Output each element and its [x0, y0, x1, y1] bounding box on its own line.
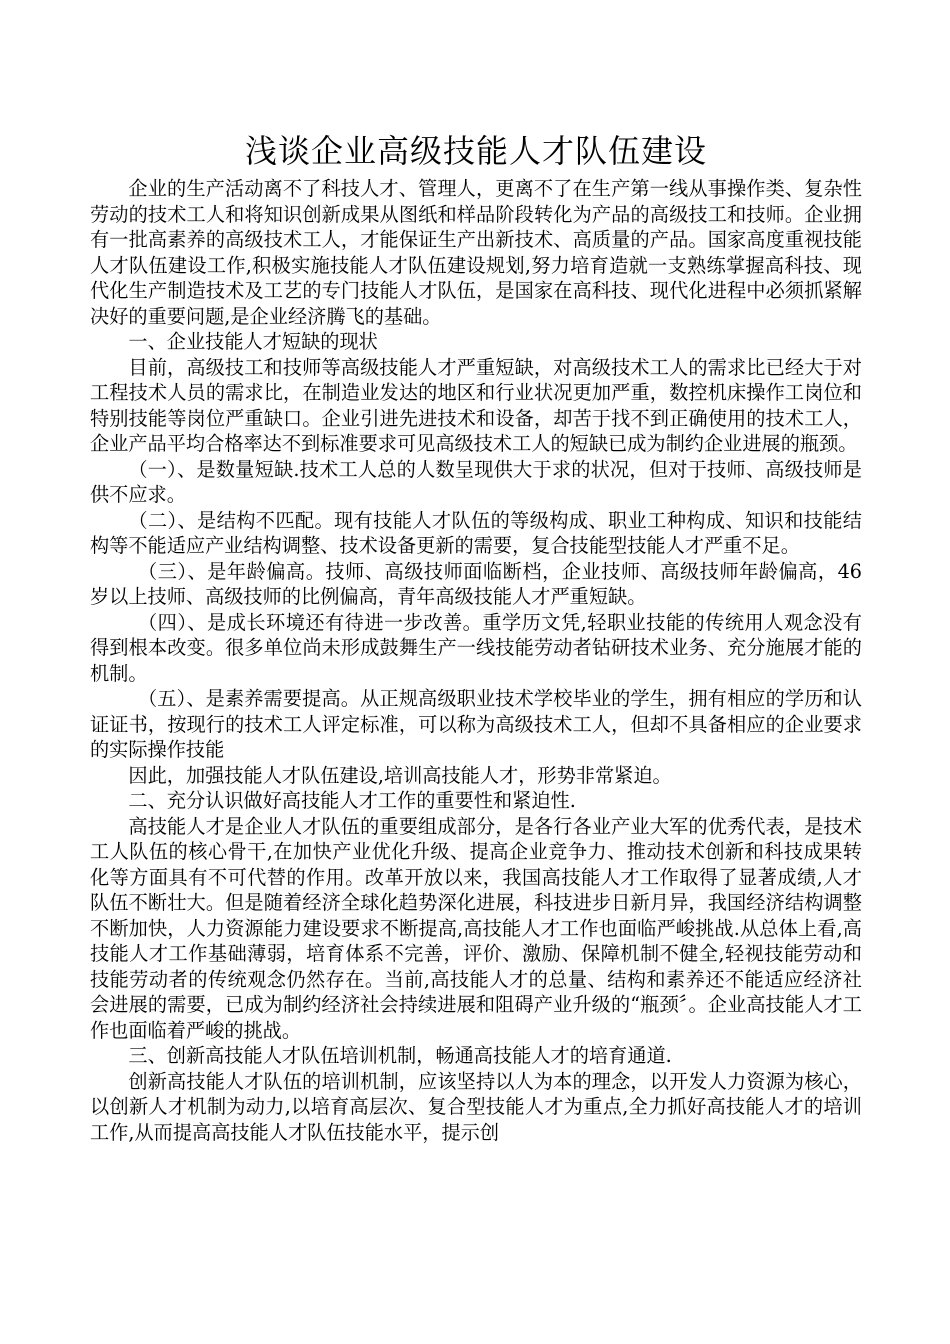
body-paragraph: 高技能人才是企业人才队伍的重要组成部分，是各行各业产业大军的优秀代表，是技术工人队伍的核心骨干,在加快产业优化升级、提高企业竞争力、推动技术创新和科技成果转化等方面具有不可代替的作用。改革开放以来，我国高技能人才工作取得了显著成绩,人才队伍不断壮大。但是随着经济全球化趋势深化进展，科技进步日新月异，我国经济结构调整不断加快，人力资源能力建设要求不断提高,高技能人才工作也面临严峻挑战.从总体上看,高技能人才工作基础薄弱，培育体系不完善，评价、激励、保障机制不健全,轻视技能劳动和技能劳动者的传统观念仍然存在。当前,高技能人才的总量、结构和素养还不能适应经济社会进展的需要，已成为制约经济社会持续进展和阻碍产业升级的“瓶颈〞。企业高技能人才工作也面临着严峻的挑战。	[90, 814, 862, 1042]
list-item-2: （二）、是结构不匹配。现有技能人才队伍的等级构成、职业工种构成、知识和技能结构等不能适应产业结构调整、技术设备更新的需要，复合技能型技能人才严重不足。	[90, 508, 862, 557]
document-title: 浅谈企业高级技能人才队伍建设	[244, 132, 707, 170]
section-heading-3: 三、创新高技能人才队伍培训机制，畅通高技能人才的培育通道.	[128, 1044, 672, 1067]
body-paragraph: 创新高技能人才队伍的培训机制，应该坚持以人为本的理念，以开发人力资源为核心，以创新人才机制为动力,以培育高层次、复合型技能人才为重点,全力抓好高技能人才的培训工作,从而提高高技能人才队伍技能水平，提示创	[90, 1069, 862, 1144]
list-item-1: （一）、是数量短缺.技术工人总的人数呈现供大于求的状况，但对于技师、高级技师是供不应求。	[90, 457, 862, 506]
section-heading-2: 二、充分认识做好高技能人才工作的重要性和紧迫性.	[128, 789, 576, 812]
document-page	[90, 126, 862, 1145]
list-item-3: （三）、是年龄偏高。技师、高级技师面临断档，企业技师、高级技师年龄偏高，46 岁以上技师、高级技师的比例偏高，青年高级技能人才严重短缺。	[90, 559, 862, 608]
section-heading-1: 一、企业技能人才短缺的现状	[128, 330, 378, 353]
body-paragraph: 目前，高级技工和技师等高级技能人才严重短缺，对高级技术工人的需求比已经大于对工程技术人员的需求比，在制造业发达的地区和行业状况更加严重，数控机床操作工岗位和特别技能等岗位严重缺口。企业引进先进技术和设备，却苦于找不到正确使用的技术工人，企业产品平均合格率达不到标准要求可见高级技术工人的短缺已成为制约企业进展的瓶颈。	[90, 355, 862, 455]
list-item-4: （四）、是成长环境还有待进一步改善。重学历文凭,轻职业技能的传统用人观念没有得到根本改变。很多单位尚未形成鼓舞生产一线技能劳动者钻研技术业务、充分施展才能的机制。	[90, 610, 862, 685]
list-item-5: （五）、是素养需要提高。从正规高级职业技术学校毕业的学生，拥有相应的学历和认证证书，按现行的技术工人评定标准，可以称为高级技术工人，但却不具备相应的企业要求的实际操作技能	[90, 687, 862, 761]
intro-paragraph: 企业的生产活动离不了科技人才、管理人，更离不了在生产第一线从事操作类、复杂性劳动的技术工人和将知识创新成果从图纸和样品阶段转化为产品的高级技工和技师。企业拥有一批高素养的高级技术工人，才能保证生产出新技术、高质量的产品。国家高度重视技能人才队伍建设工作,积极实施技能人才队伍建设规划,努力培育造就一支熟练掌握高科技、现代化生产制造技术及工艺的专门技能人才队伍，是国家在高科技、现代化进程中必须抓紧解决好的重要问题,是企业经济腾飞的基础。	[90, 177, 862, 328]
body-paragraph: 因此，加强技能人才队伍建设,培训高技能人才，形势非常紧迫。	[128, 763, 672, 787]
